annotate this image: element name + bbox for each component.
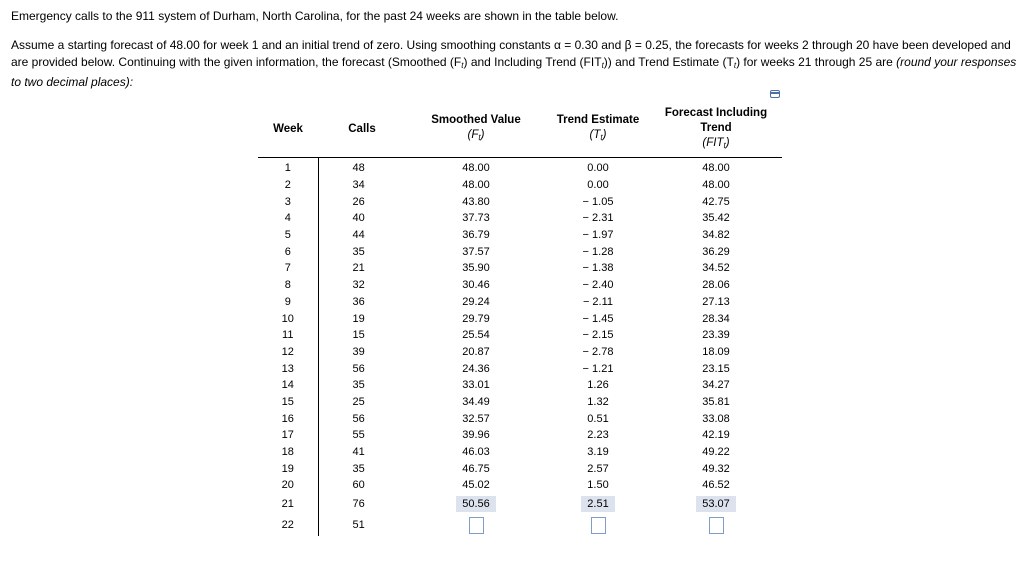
table-row-answer xyxy=(258,494,782,515)
smoothed-cell: 37.57 xyxy=(462,245,490,258)
week-cell: 13 xyxy=(258,360,318,377)
smoothed-cell: 36.79 xyxy=(462,229,490,242)
fit-cell: 23.15 xyxy=(702,362,730,375)
calls-cell: 56 xyxy=(352,362,365,375)
calls-cell: 35 xyxy=(352,379,365,392)
trend-cell: 1.32 xyxy=(587,395,609,408)
intro-text: Emergency calls to the 911 system of Durham, North Carolina, for the past 24 weeks are shown in the table below. xyxy=(11,9,619,23)
smoothed-cell: 35.90 xyxy=(462,262,490,275)
table-row xyxy=(258,410,782,427)
trend-cell: − 2.31 xyxy=(582,212,614,225)
fit-cell: 28.06 xyxy=(702,279,730,292)
table-row xyxy=(258,394,782,411)
fit-cell: 28.34 xyxy=(702,312,730,325)
fit-cell: 35.81 xyxy=(702,395,730,408)
trend-cell: 3.19 xyxy=(587,446,609,459)
smoothed-cell: 34.49 xyxy=(462,395,490,408)
smoothed-input[interactable] xyxy=(469,517,484,534)
smoothed-cell: 20.87 xyxy=(462,345,490,358)
table-row xyxy=(258,444,782,461)
table-row xyxy=(258,310,782,327)
trend-cell: 0.00 xyxy=(587,162,609,175)
smoothed-cell: 46.03 xyxy=(462,446,490,459)
trend-cell: 1.26 xyxy=(587,379,609,392)
trend-cell: − 2.78 xyxy=(582,345,614,358)
trend-cell: − 1.28 xyxy=(582,245,614,258)
week-cell: 6 xyxy=(258,243,318,260)
week-cell: 3 xyxy=(258,193,318,210)
table-row xyxy=(258,260,782,277)
fit-cell: 42.75 xyxy=(702,195,730,208)
calls-cell: 39 xyxy=(352,345,365,358)
fit-cell: 34.52 xyxy=(702,262,730,275)
table-row xyxy=(258,294,782,311)
week-cell: 2 xyxy=(258,177,318,194)
trend-cell: 0.00 xyxy=(587,179,609,192)
table-row xyxy=(258,177,782,194)
calls-cell: 19 xyxy=(352,312,365,325)
calls-cell: 44 xyxy=(352,229,365,242)
fit-cell: 36.29 xyxy=(702,245,730,258)
smoothed-answer[interactable]: 50.56 xyxy=(456,496,496,512)
smoothed-cell: 48.00 xyxy=(462,179,490,192)
table-row xyxy=(258,210,782,227)
fit-cell: 34.27 xyxy=(702,379,730,392)
fit-cell: 46.52 xyxy=(702,479,730,492)
calls-cell: 32 xyxy=(352,279,365,292)
smoothed-cell: 48.00 xyxy=(462,162,490,175)
smoothed-cell: 29.24 xyxy=(462,295,490,308)
trend-cell: − 1.97 xyxy=(582,229,614,242)
smoothed-cell xyxy=(406,515,546,536)
week-cell: 18 xyxy=(258,444,318,461)
week-cell: 21 xyxy=(258,494,318,515)
table-row xyxy=(258,243,782,260)
fit-cell: 34.82 xyxy=(702,229,730,242)
trend-input[interactable] xyxy=(591,517,606,534)
trend-cell: − 1.45 xyxy=(582,312,614,325)
week-cell: 20 xyxy=(258,477,318,494)
instructions-paragraph: Assume a starting forecast of 48.00 for week 1 and an initial trend of zero. Using smoothing constants α = 0.30 and β = 0.25, the forecasts for weeks 2 through 20 have been developed and are provided below. Continuing with the given information, the forecast (Smoothed $(F_t)$ and Including Trend $(FIT_t)$) and Trend Estimate $(T_t)$ for weeks 21 through 25 are (round your responses to two decimal places): xyxy=(11,38,1017,89)
week-cell: 8 xyxy=(258,277,318,294)
trend-cell: − 2.40 xyxy=(582,279,614,292)
trend-cell: 2.57 xyxy=(587,462,609,475)
expand-table-icon[interactable] xyxy=(770,90,780,98)
forecast-table xyxy=(258,101,782,536)
week-cell: 19 xyxy=(258,460,318,477)
table-row xyxy=(258,360,782,377)
calls-cell: 41 xyxy=(352,446,365,459)
calls-cell: 26 xyxy=(352,195,365,208)
table-body xyxy=(258,158,782,536)
week-cell: 17 xyxy=(258,427,318,444)
table-row xyxy=(258,427,782,444)
week-cell: 5 xyxy=(258,227,318,244)
smoothed-cell: 32.57 xyxy=(462,412,490,425)
calls-cell: 34 xyxy=(352,179,365,192)
fit-cell: 49.22 xyxy=(702,446,730,459)
table-row xyxy=(258,344,782,361)
calls-cell: 35 xyxy=(352,245,365,258)
smoothed-cell: 25.54 xyxy=(462,329,490,342)
smoothed-cell: 45.02 xyxy=(462,479,490,492)
calls-cell: 40 xyxy=(352,212,365,225)
header-week: Week xyxy=(258,101,318,158)
fit-cell xyxy=(650,515,782,536)
week-cell: 12 xyxy=(258,344,318,361)
table-row xyxy=(258,477,782,494)
week-cell: 11 xyxy=(258,327,318,344)
smoothed-cell: 24.36 xyxy=(462,362,490,375)
fit-cell: 42.19 xyxy=(702,429,730,442)
trend-cell: − 1.05 xyxy=(582,195,614,208)
week-cell: 22 xyxy=(258,515,318,536)
table-row xyxy=(258,460,782,477)
smoothed-cell: 30.46 xyxy=(462,279,490,292)
week-cell: 1 xyxy=(258,158,318,177)
trend-answer[interactable]: 2.51 xyxy=(581,496,614,512)
fit-cell: 35.42 xyxy=(702,212,730,225)
calls-cell: 15 xyxy=(352,329,365,342)
fit-answer[interactable]: 53.07 xyxy=(696,496,736,512)
trend-cell: 2.23 xyxy=(587,429,609,442)
table-row xyxy=(258,227,782,244)
week-cell: 4 xyxy=(258,210,318,227)
fit-cell: 27.13 xyxy=(702,295,730,308)
calls-cell: 48 xyxy=(352,162,365,175)
calls-cell: 60 xyxy=(352,479,365,492)
table-row xyxy=(258,158,782,177)
trend-cell: − 2.11 xyxy=(582,295,614,308)
table-row xyxy=(258,193,782,210)
fit-cell: 48.00 xyxy=(702,179,730,192)
trend-cell: 0.51 xyxy=(587,412,609,425)
calls-cell: 55 xyxy=(352,429,365,442)
week-cell: 7 xyxy=(258,260,318,277)
trend-cell: − 1.21 xyxy=(582,362,614,375)
trend-cell: − 2.15 xyxy=(582,329,614,342)
table-row xyxy=(258,277,782,294)
calls-cell: 51 xyxy=(352,519,365,532)
smoothed-cell: 37.73 xyxy=(462,212,490,225)
calls-cell: 25 xyxy=(352,395,365,408)
table-row xyxy=(258,327,782,344)
smoothed-cell: 33.01 xyxy=(462,379,490,392)
smoothed-cell xyxy=(406,494,546,515)
header-calls: Calls xyxy=(318,101,406,158)
fit-cell: 33.08 xyxy=(702,412,730,425)
calls-cell: 56 xyxy=(352,412,365,425)
smoothed-cell: 43.80 xyxy=(462,195,490,208)
calls-cell: 35 xyxy=(352,462,365,475)
smoothed-cell: 29.79 xyxy=(462,312,490,325)
fit-cell: 48.00 xyxy=(702,162,730,175)
smoothed-cell: 39.96 xyxy=(462,429,490,442)
trend-cell xyxy=(546,494,650,515)
header-trend: Trend Estimate $(T_t)$ xyxy=(546,101,650,158)
week-cell: 9 xyxy=(258,294,318,311)
trend-cell: − 1.38 xyxy=(582,262,614,275)
week-cell: 10 xyxy=(258,310,318,327)
week-cell: 14 xyxy=(258,377,318,394)
table-row xyxy=(258,377,782,394)
fit-input[interactable] xyxy=(709,517,724,534)
smoothed-cell: 46.75 xyxy=(462,462,490,475)
header-fit: Forecast Including Trend $(FIT_t)$ xyxy=(650,101,782,158)
fit-cell: 18.09 xyxy=(702,345,730,358)
trend-cell: 1.50 xyxy=(587,479,609,492)
calls-cell: 21 xyxy=(352,262,365,275)
header-smoothed: Smoothed Value $(F_t)$ xyxy=(406,101,546,158)
fit-cell: 49.32 xyxy=(702,462,730,475)
calls-cell: 36 xyxy=(352,295,365,308)
fit-cell: 23.39 xyxy=(702,329,730,342)
week-cell: 15 xyxy=(258,394,318,411)
table-row-input xyxy=(258,515,782,536)
week-cell: 16 xyxy=(258,410,318,427)
calls-cell: 76 xyxy=(352,498,365,511)
trend-cell xyxy=(546,515,650,536)
fit-cell xyxy=(650,494,782,515)
